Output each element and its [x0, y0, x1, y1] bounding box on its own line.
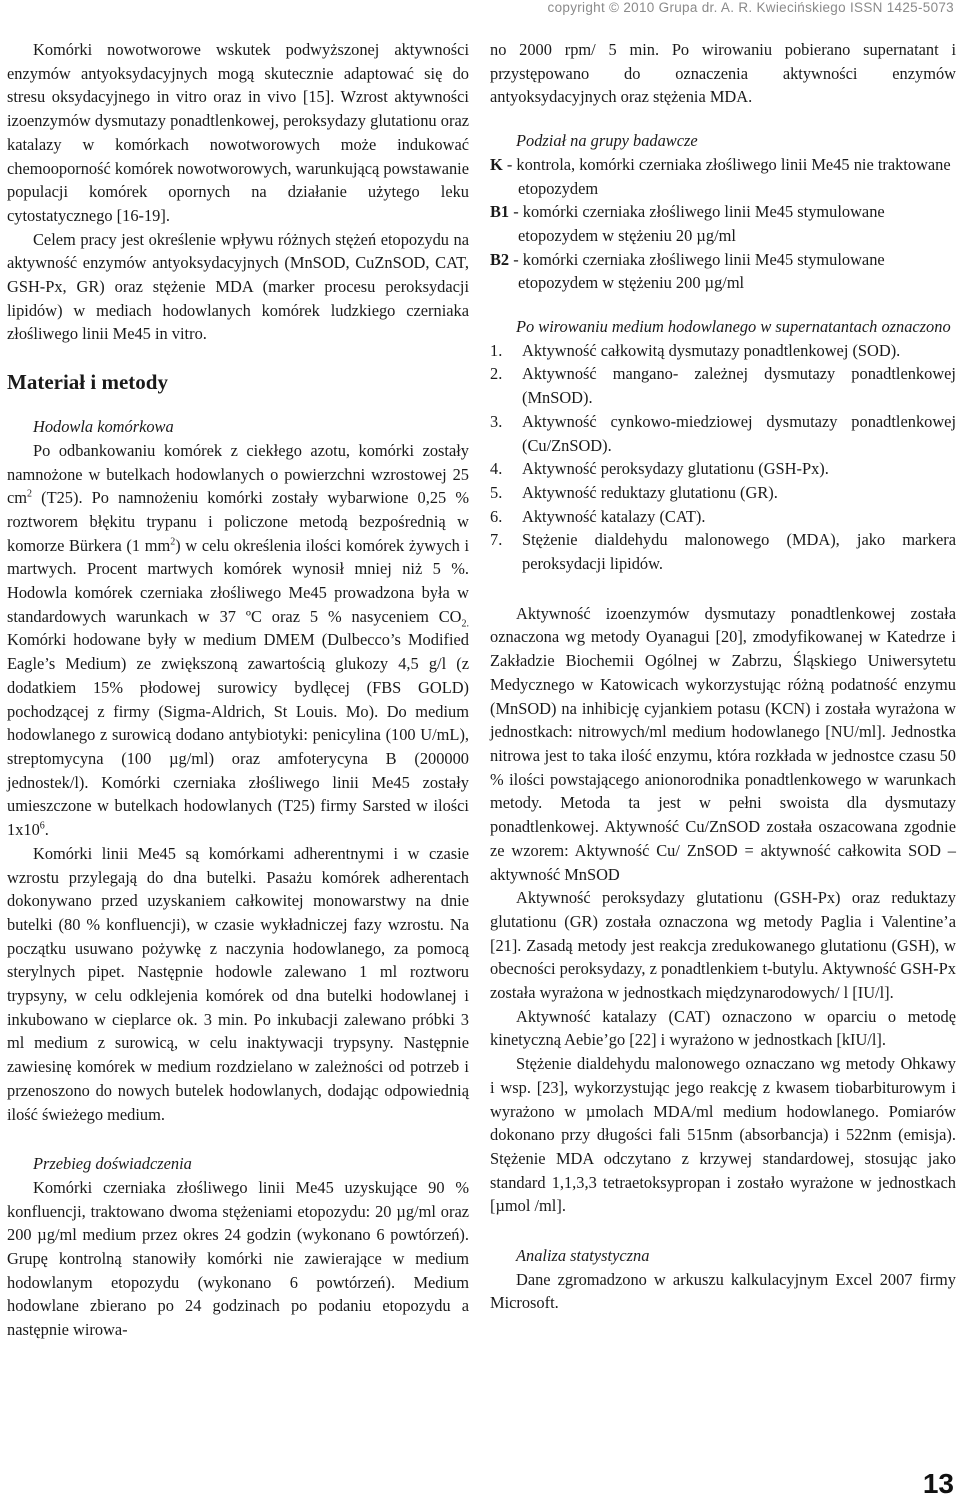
subheading-cell-culture: Hodowla komórkowa	[33, 417, 174, 437]
left-column	[7, 38, 469, 1342]
group-code: B1	[490, 202, 510, 222]
list-item	[490, 410, 956, 457]
intro-paragraph-1: Komórki nowotworowe wskutek podwyższonej aktywności enzymów antyoksydacyjnych mogą skutecznie adaptować się do stresu oksydacyjnego in vitro oraz in vivo [15]. Wzrost aktywności izoenzymów dysmutazy ponadtlenkowej, peroksydazy glutationu oraz katalazy w komórkach nowotworowych może indukować chemooporność komórek nowotworowych, warunkującą powstawanie populacji komórek opornych na działanie użytego leku cytostatycznego [16-19].	[7, 40, 469, 225]
list-text: Aktywność całkowitą dysmutazy ponadtlenkowej (SOD).	[522, 340, 901, 360]
right-column	[490, 38, 956, 1315]
page-number: 13	[922, 1468, 954, 1499]
list-text: Stężenie dialdehydu malonowego (MDA), jako markera peroksydacji lipidów.	[522, 530, 956, 574]
section-heading: Materiał i metody	[7, 370, 168, 395]
sod-method-paragraph: Aktywność izoenzymów dysmutazy ponadtlenkowej została oznaczona wg metody Oyanagui [20], zmodyfikowanej w Katedrze i Zakładzie Biochemii Ogólnej w Zabrzu, Śląskiego Uniwersytetu Medycznego w Katowicach wykorzystując różną podatność enzymu (MnSOD) na inhibicję cyjankiem potasu (KCN) i została wyrażona w jednostkach: nitrowych/ml medium hodowlanego [NU/ml]. Jednostka nitrowa jest to taka ilość enzymu, która rozkłada w jednostce czasu 50 % ilości powstającego anionorodnika ponadtlenkowego w warunkach metody. Metoda ta jest w pełni swoista dla dysmutazy ponadtlenkowej. Aktywność Cu/ZnSOD została oszacowana zgodnie ze wzorem: Aktywność Cu/ ZnSOD = aktywność całkowita SOD – aktywność MnSOD	[490, 603, 956, 884]
cell-culture-text-d: Komórki hodowane były w medium DMEM (Dulbecco’s Modified Eagle’s Medium) ze zwiększoną zawartością glukozy 4,5 g/l (z dodatkiem 15% płodowej surowicy bydlęcej (FBS GOLD) pochodzącej z firmy (Sigma-Aldrich, St Louis. Mo). Do medium hodowlanego z surowicą dodano antybiotyki: penicylina (100 U/mL), streptomycyna (100 µg/ml) oraz amfoterycyna B (200000 jednostek/l). Komórki czerniaka złośliwego linii Me45 zostały umieszczone w butelkach hodowlanych (T25) firmy Sarsted w ilości 1x10	[7, 630, 469, 840]
list-text: Aktywność mangano- zależnej dysmutazy ponadtlenkowej (MnSOD).	[522, 364, 956, 408]
list-item	[490, 457, 956, 481]
groups-list	[490, 153, 956, 295]
list-number: 7.	[490, 530, 503, 550]
list-number: 6.	[490, 506, 503, 526]
subheading-groups: Podział na grupy badawcze	[516, 131, 698, 151]
list-item	[490, 505, 956, 529]
list-item	[490, 362, 956, 409]
group-code: K	[490, 154, 503, 174]
measured-list	[490, 339, 956, 576]
cell-culture-paragraph	[7, 439, 469, 842]
superscript: 2	[27, 488, 33, 500]
statistics-paragraph: Dane zgromadzono w arkuszu kalkulacyjnym Excel 2007 firmy Microsoft.	[490, 1269, 956, 1313]
subheading-experiment: Przebieg doświadczenia	[33, 1154, 192, 1174]
copyright-line: copyright © 2010 Grupa dr. A. R. Kwiecińskiego ISSN 1425-5073	[547, 0, 954, 15]
subheading-statistics: Analiza statystyczna	[516, 1246, 650, 1266]
group-item	[490, 248, 956, 295]
list-number: 4.	[490, 459, 503, 479]
group-text: - kontrola, komórki czerniaka złośliwego linii Me45 nie traktowane etopozydem	[502, 154, 951, 198]
list-number: 3.	[490, 411, 503, 431]
intro-paragraph-2: Celem pracy jest określenie wpływu różnych stężeń etopozydu na aktywność enzymów antyoksydacyjnych (MnSOD, CuZnSOD, CAT, GSH-Px, GR) oraz stężenie MDA (marker procesu peroksydacji lipidów) w mediach hodowlanych komórek ludzkiego czerniaka złośliwego linii Me45 in vitro.	[7, 229, 469, 344]
list-number: 5.	[490, 482, 503, 502]
list-number: 2.	[490, 364, 503, 384]
cell-culture-text-b: (T25). Po namnożeniu komórki zostały wybarwione 0,25 % roztworem błękitu trypanu i policzone metodą bezpośrednią w komorze Bürkera (1 mm	[7, 488, 469, 555]
cell-culture-text-c: ) w celu określenia ilości komórek żywych i martwych. Procent martwych komórek wynosił mniej niż 5 %. Hodowla komórek czerniaka złośliwego Me45 prowadzona była w standardowych warunkach w 37 ºC oraz 5 % nasyceniem CO	[7, 535, 470, 626]
list-text: Aktywność peroksydazy glutationu (GSH-Px).	[522, 459, 829, 479]
group-item	[490, 200, 956, 247]
list-item	[490, 528, 956, 575]
list-text: Aktywność cynkowo-miedziowej dysmutazy ponadtlenkowej (Cu/ZnSOD).	[522, 411, 956, 455]
subheading-measured: Po wirowaniu medium hodowlanego w supernatantach oznaczono	[516, 317, 951, 337]
group-text: - komórki czerniaka złośliwego linii Me45 stymulowane etopozydem w stężeniu 200 µg/ml	[509, 249, 885, 293]
cell-culture-text-a: Po odbankowaniu komórek z ciekłego azotu, komórki zostały namnożone w butelkach hodowlanych o powierzchni wzrostowej 25 cm	[7, 440, 469, 508]
passage-paragraph: Komórki linii Me45 są komórkami adherentnymi i w czasie wzrostu przylegają do dna butelki. Pasażu komórek adherentach dokonywano przed uzyskaniem całkowitej monowarstwy na dnie butelki (80 % konfluencji), w czasie wykładniczej fazy wzrostu. Na początku usuwano pożywkę z naczynia hodowlanego, za pomocą sterylnych pipet. Następnie hodowle zalewano 1 ml roztworu trypsyny, w celu odklejenia komórek od dna butelki hodowlanej i inkubowano w cieplarce ok. 3 min. Po inkubacji zalewano próbki 3 ml medium z surowicą, w celu inaktywacji trypsyny. Następnie zawiesinę komórek w medium rozdzielano w zależności od potrzeb i przenoszono do nowych butelek hodowlanych, dodając odpowiednią ilość świeżego medium.	[7, 843, 469, 1124]
superscript: 6	[39, 820, 45, 832]
continuation-paragraph: no 2000 rpm/ 5 min. Po wirowaniu pobierano supernatant i przystępowano do oznaczenia aktywności enzymów antyoksydacyjnych oraz stężenia MDA.	[490, 40, 956, 107]
subscript: 2.	[461, 618, 469, 630]
list-text: Aktywność katalazy (CAT).	[522, 506, 706, 526]
mda-method-paragraph: Stężenie dialdehydu malonowego oznaczano wg metody Ohkawy i wsp. [23], wykorzystując jego reakcję z kwasem tiobarbiturowym i wyrażono w µmolach MDA/ml medium hodowlanego. Pomiarów dokonano przy długości fali 515nm (absorbancja) i 522nm (emisja). Stężenie MDA odczytano z krzywej standardowej, stosując jako standard 1,1,3,3 tetraetoksypropan i zostało wyrażone w jednostkach [µmol /ml].	[490, 1054, 956, 1216]
group-text: - komórki czerniaka złośliwego linii Me45 stymulowane etopozydem w stężeniu 20 µg/ml	[509, 202, 885, 245]
list-item	[490, 481, 956, 505]
list-item	[490, 339, 956, 363]
list-text: Aktywność reduktazy glutationu (GR).	[522, 482, 778, 502]
group-code: B2	[490, 249, 510, 269]
experiment-paragraph: Komórki czerniaka złośliwego linii Me45 uzyskujące 90 % konfluencji, traktowano dwoma stężeniami etopozydu: 20 µg/ml oraz 200 µg/ml medium przez okres 24 godzin (wykonano 6 powtórzeń). Grupę kontrolną stanowiły komórki nie zawierające w medium hodowlanym etopozydu (wykonano 6 powtórzeń). Medium hodowlane zbierano po 24 godzinach po podaniu etopozydu a następnie wirowa-	[7, 1177, 469, 1340]
group-item	[490, 153, 956, 200]
superscript: 2	[170, 536, 176, 548]
catalase-method-paragraph: Aktywność katalazy (CAT) oznaczono w oparciu o metodę kinetyczną Aebie’go [22] i wyrażono w jednostkach [kIU/l].	[490, 1006, 956, 1050]
cell-culture-text-e: .	[44, 820, 49, 840]
gshpx-method-paragraph: Aktywność peroksydazy glutationu (GSH-Px) oraz reduktazy glutationu (GR) została oznaczona wg metody Paglia i Valentine’a [21]. Zasadą metody jest reakcja zredukowanego glutationu (GSH), w obecności peroksydazy, z ponadtlenkiem t-butylu. Aktywność GSH-Px została wyrażona w jednostkach międzynarodowych/ l [IU/l].	[490, 888, 956, 1003]
list-number: 1.	[490, 340, 503, 360]
